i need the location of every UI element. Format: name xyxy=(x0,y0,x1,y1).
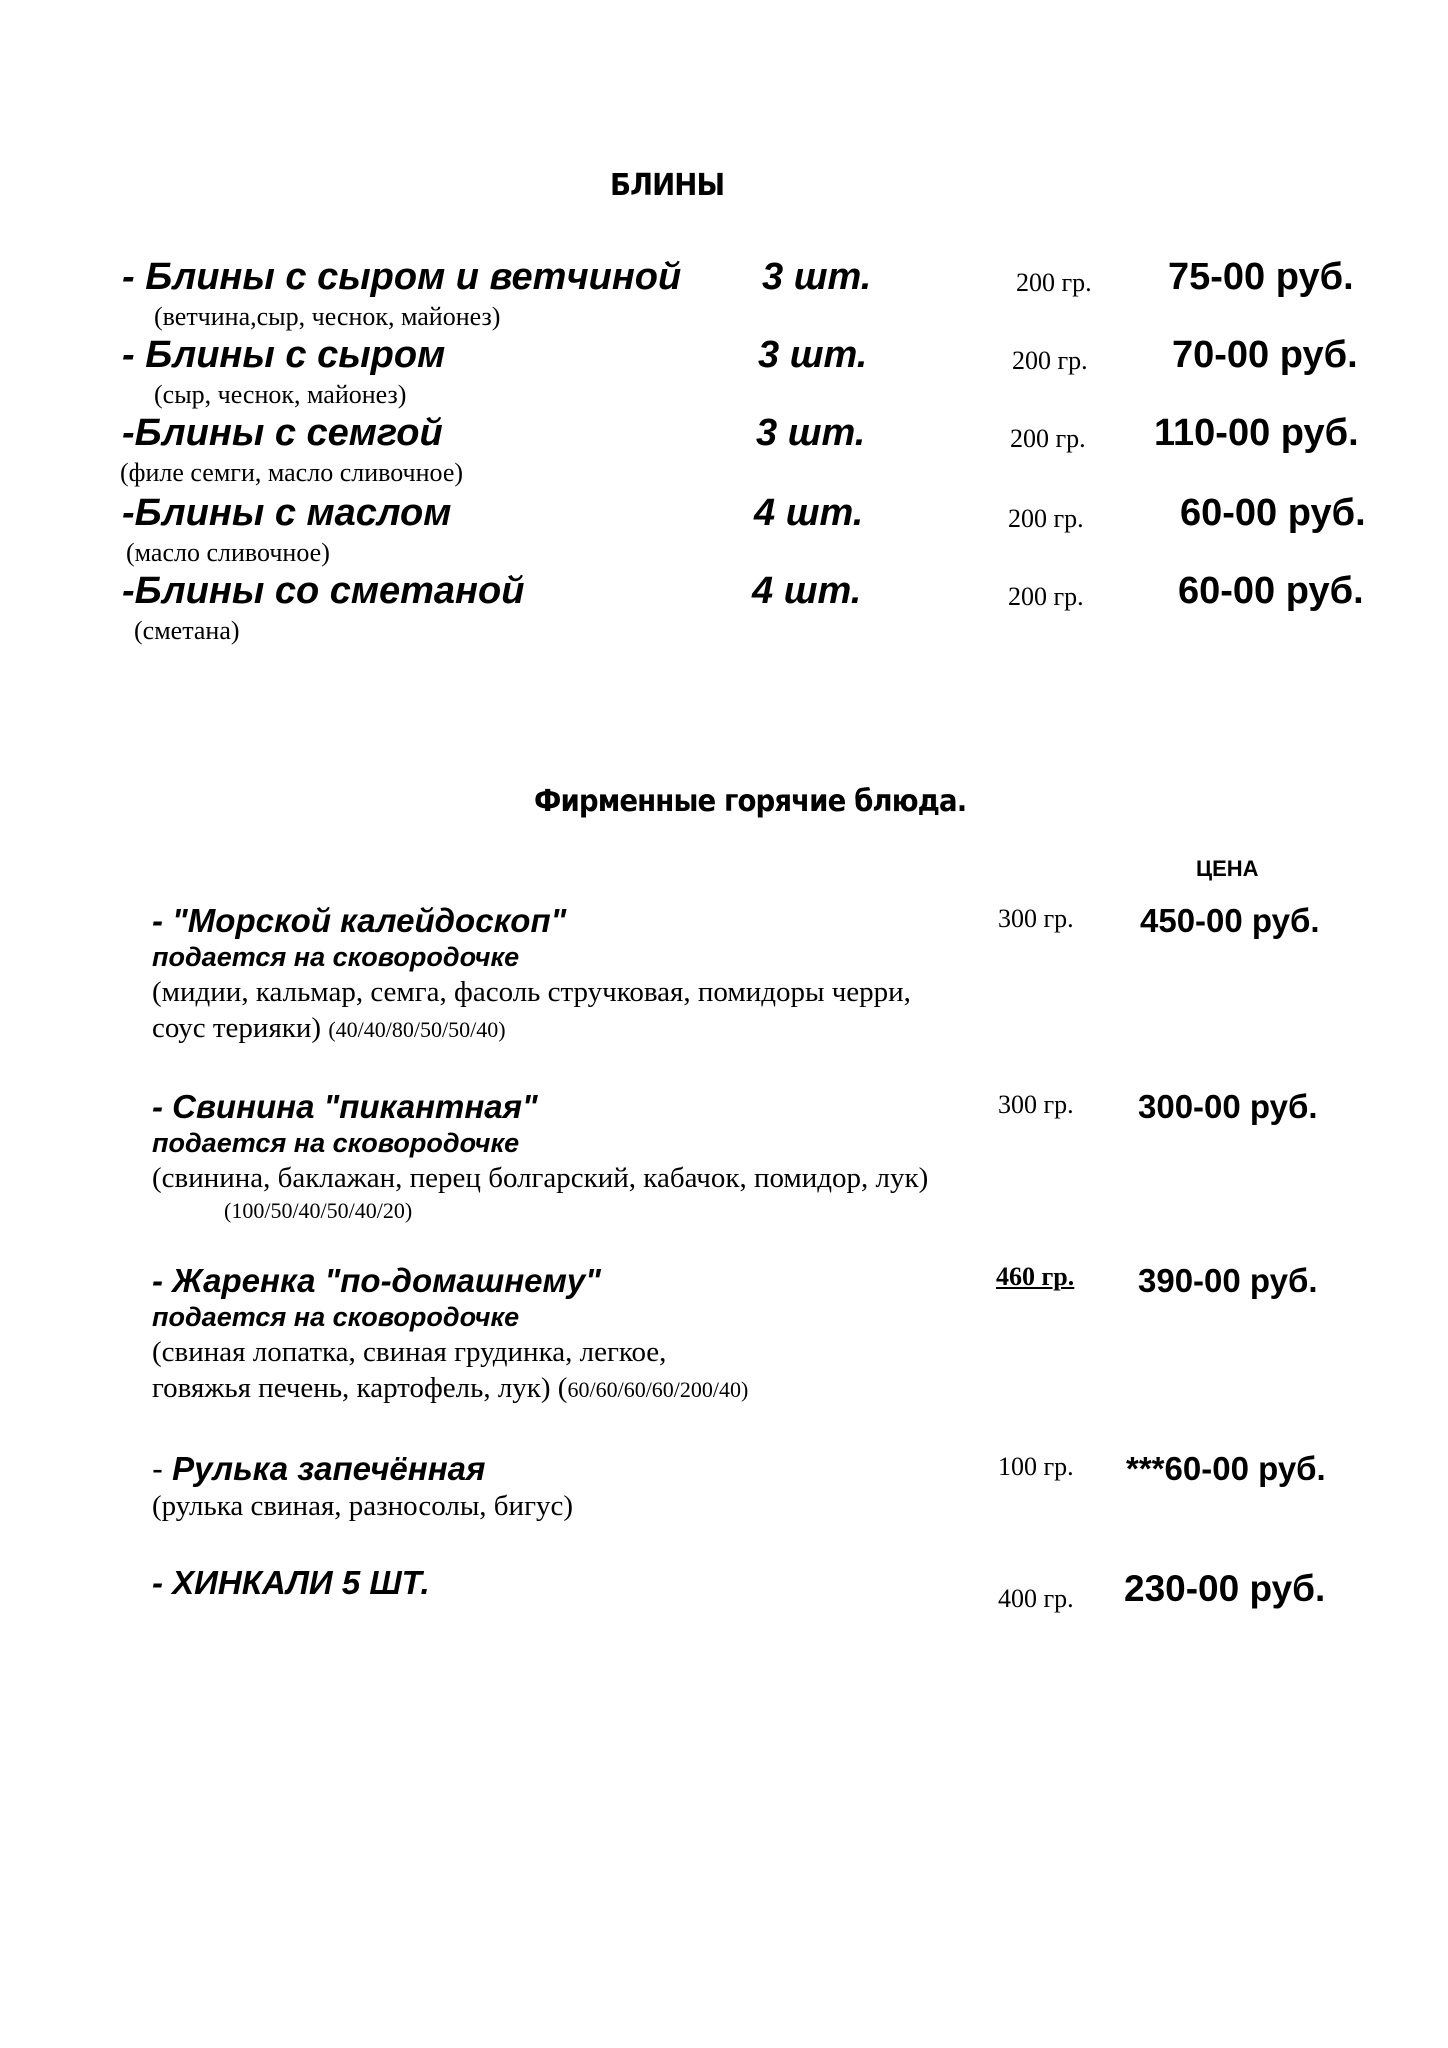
menu-item-name: -Блины с маслом xyxy=(122,492,452,534)
menu-item-qty: 4 шт. xyxy=(754,492,864,534)
menu-item-name: -Блины со сметаной xyxy=(122,570,525,612)
menu-item-price: 60-00 руб. xyxy=(1178,570,1364,612)
menu-item-desc: (ветчина,сыр, чеснок, майонез) xyxy=(154,302,501,331)
hot-dish-ingredients xyxy=(152,1372,748,1405)
hot-dish-weight: 460 гр. xyxy=(996,1262,1075,1291)
menu-item-weight: 200 гр. xyxy=(1016,268,1092,297)
menu-item-price: 60-00 руб. xyxy=(1180,492,1366,534)
hot-dish-serving: подается на сковородочке xyxy=(152,1302,520,1332)
menu-item-name: - Блины с сыром и ветчиной xyxy=(122,256,682,298)
hot-dish-price: 300-00 руб. xyxy=(1138,1088,1318,1125)
hot-dish-price: ***60-00 руб. xyxy=(1126,1450,1326,1487)
menu-item-weight: 200 гр. xyxy=(1008,504,1084,533)
menu-item-name: -Блины с семгой xyxy=(122,412,443,454)
hot-dish-ingredients xyxy=(152,1012,506,1045)
hot-dish-price: 230-00 руб. xyxy=(1124,1568,1326,1609)
hot-dish-serving: подается на сковородочке xyxy=(152,942,520,972)
menu-item-weight: 200 гр. xyxy=(1010,424,1086,453)
hot-dish-name: - ХИНКАЛИ 5 ШТ. xyxy=(152,1564,430,1601)
portion-weights: (40/40/80/50/50/40) xyxy=(328,1017,506,1042)
menu-item-desc: (филе семги, масло сливочное) xyxy=(120,458,464,487)
hot-dish-ingredients: (свинина, баклажан, перец болгарский, кабачок, помидор, лук) xyxy=(152,1162,929,1194)
menu-item-price: 70-00 руб. xyxy=(1172,334,1358,376)
dish-title: Рулька запечённая xyxy=(172,1450,486,1487)
menu-item-qty: 3 шт. xyxy=(758,334,868,376)
hot-dish-name: - Свинина "пикантная" xyxy=(152,1088,538,1125)
hot-dish-name: - Жаренка "по-домашнему" xyxy=(152,1262,601,1299)
hot-dish-weight: 100 гр. xyxy=(998,1452,1074,1481)
hot-dish-price: 450-00 руб. xyxy=(1140,902,1320,939)
hot-dish-name: - "Морской калейдоскоп" xyxy=(152,902,567,939)
section-title-hot-dishes: Фирменные горячие блюда. xyxy=(534,784,967,819)
menu-item-qty: 4 шт. xyxy=(752,570,862,612)
menu-item-desc: (масло сливочное) xyxy=(126,538,330,567)
menu-item-desc: (сметана) xyxy=(134,616,240,645)
hot-dish-ingredients: (мидии, кальмар, семга, фасоль стручковая, помидоры черри, xyxy=(152,976,911,1008)
menu-item-price: 75-00 руб. xyxy=(1168,256,1354,298)
portion-weights: 60/60/60/60/200/40) xyxy=(567,1377,749,1402)
hot-dish-ingredients: (свиная лопатка, свиная грудинка, легкое, xyxy=(152,1336,667,1368)
menu-item-name: - Блины с сыром xyxy=(122,334,446,376)
ingredients-text: соус терияки) xyxy=(152,1012,329,1044)
hot-dish-weight: 300 гр. xyxy=(998,1090,1074,1119)
menu-item-weight: 200 гр. xyxy=(1008,582,1084,611)
hot-dish-name xyxy=(152,1450,485,1488)
menu-item-qty: 3 шт. xyxy=(756,412,866,454)
menu-item-weight: 200 гр. xyxy=(1012,346,1088,375)
portion-weights: (100/50/40/50/40/20) xyxy=(224,1198,413,1223)
price-column-header: ЦЕНА xyxy=(1196,856,1259,881)
menu-item-price: 110-00 руб. xyxy=(1154,412,1359,454)
dish-prefix: - xyxy=(152,1450,173,1487)
menu-item-qty: 3 шт. xyxy=(762,256,872,298)
hot-dish-weight: 400 гр. xyxy=(998,1584,1074,1613)
hot-dish-serving: подается на сковородочке xyxy=(152,1128,520,1158)
hot-dish-ingredients: (рулька свиная, разносолы, бигус) xyxy=(152,1490,573,1522)
hot-dish-price: 390-00 руб. xyxy=(1138,1262,1318,1299)
menu-item-desc: (сыр, чеснок, майонез) xyxy=(154,380,407,409)
ingredients-text: говяжья печень, картофель, лук) ( xyxy=(152,1372,568,1404)
hot-dish-weight: 300 гр. xyxy=(998,904,1074,933)
section-title-bliny: БЛИНЫ xyxy=(610,168,725,203)
